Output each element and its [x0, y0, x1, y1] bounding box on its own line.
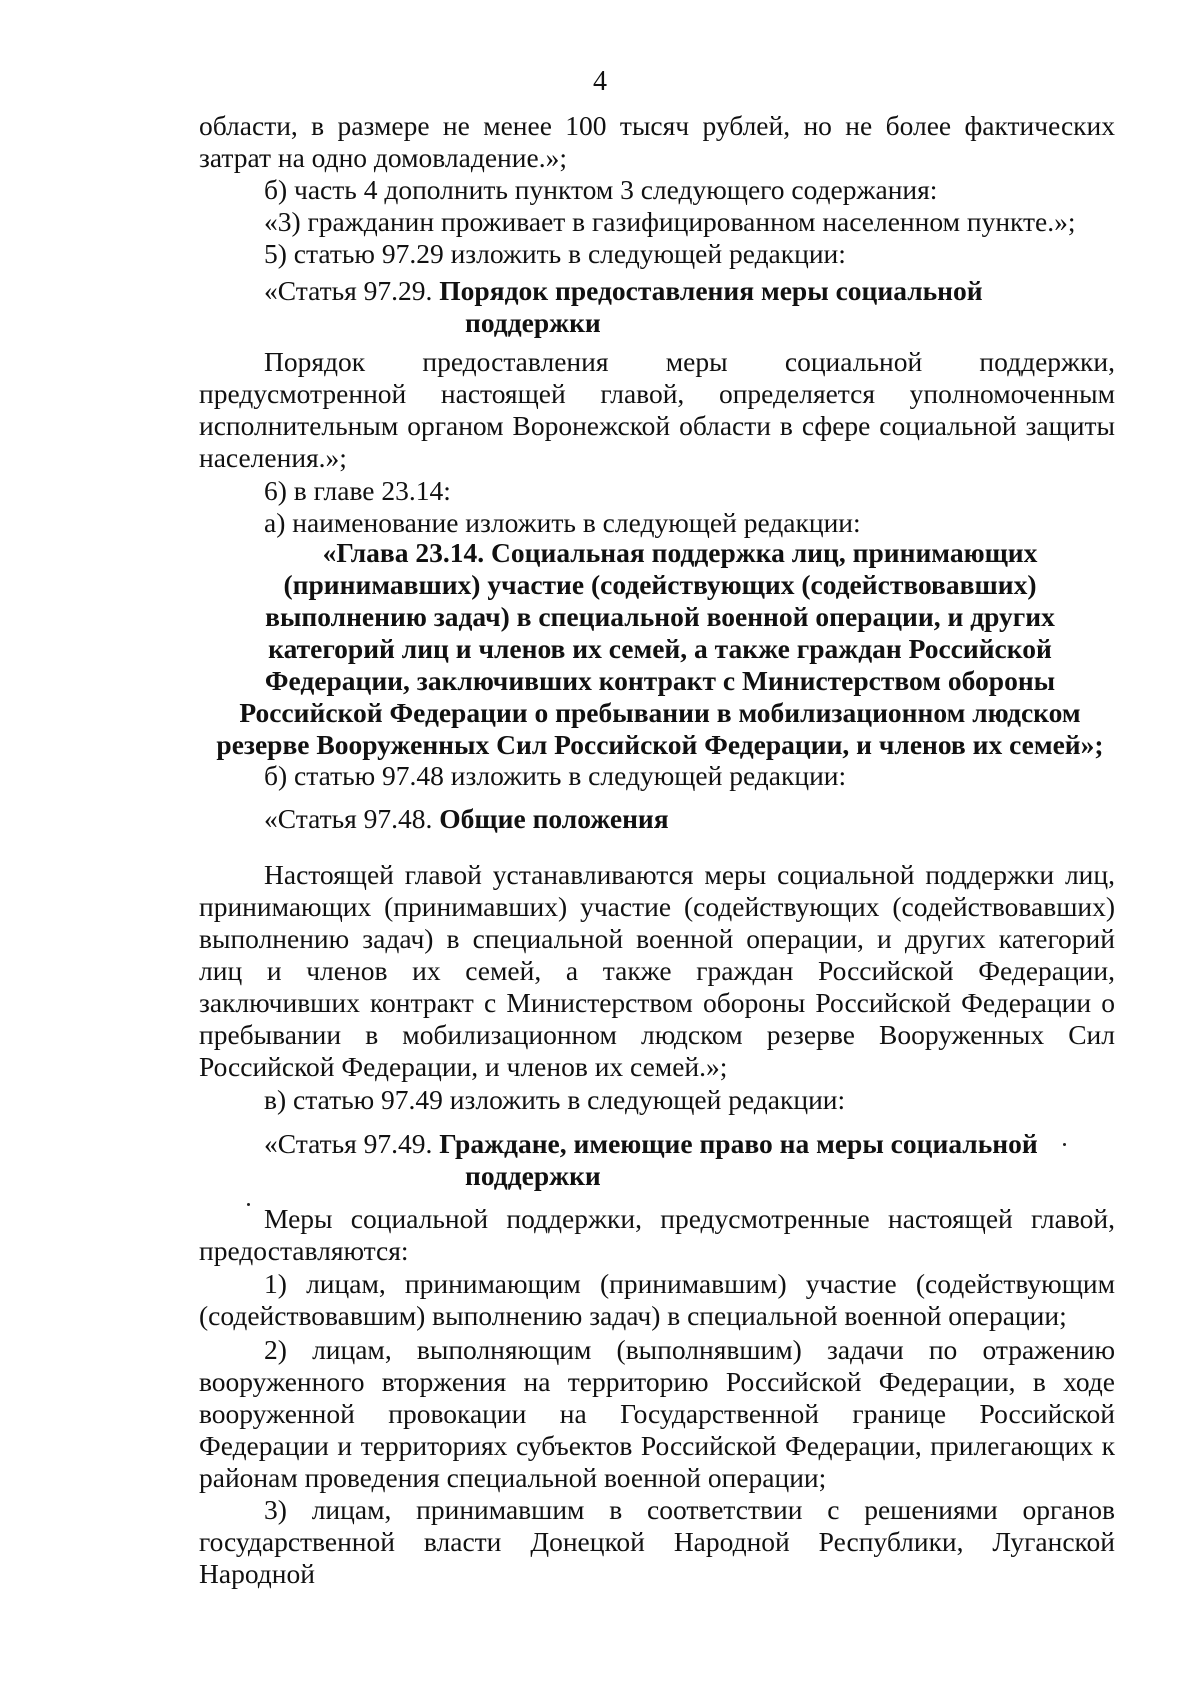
paragraph: «3) гражданин проживает в газифицированном населенном пункте.»; — [264, 206, 1076, 237]
paragraph: 1) лицам, принимающим (принимавшим) участие (содействующим (содействовавшим) выполнению задач) в специальной военной операции; — [199, 1268, 1115, 1331]
chapter-title-line: резерве Вооруженных Сил Российской Федерации, и членов их семей»; — [216, 729, 1104, 760]
paragraph: Меры социальной поддержки, предусмотренные настоящей главой, предоставляются: — [199, 1203, 1115, 1266]
text-p12 — [199, 1268, 1115, 1332]
article-heading-97-29 — [199, 275, 1115, 339]
paragraph: области, в размере не менее 100 тысяч рублей, но не более фактических затрат на одно домовладение.»; — [199, 110, 1115, 173]
article-heading — [199, 803, 1115, 835]
text-p11 — [199, 1203, 1115, 1267]
article-heading — [199, 275, 1115, 307]
article-title-line: поддержки — [465, 1160, 601, 1191]
paragraph: 2) лицам, выполняющим (выполнявшим) задачи по отражению вооруженного вторжения на территорию Российской Федерации, в ходе вооруженной провокации на Государственной границе Российской Федерации и территориях субъектов Российской Федерации, прилегающих к районам проведения специальной военной операции; — [199, 1334, 1115, 1493]
chapter-title-line: категорий лиц и членов их семей, а также граждан Российской — [268, 633, 1052, 664]
chapter-title-line: «Глава 23.14. Социальная поддержка лиц, принимающих — [322, 537, 1038, 568]
article-heading — [199, 1128, 1115, 1160]
paragraph: 3) лицам, принимавшим в соответствии с решениями органов государственной власти Донецкой Народной Республики, Луганской Народной — [199, 1494, 1115, 1589]
text-p14 — [199, 1494, 1115, 1590]
article-heading-97-48 — [199, 803, 1115, 835]
paragraph: а) наименование изложить в следующей редакции: — [264, 507, 861, 538]
chapter-title-line: Федерации, заключивших контракт с Министерством обороны — [264, 665, 1056, 696]
chapter-title — [190, 537, 1130, 761]
chapter-title-line: выполнению задач) в специальной военной операции, и других — [265, 601, 1055, 632]
article-title: Граждане, имеющие право на меры социальной — [439, 1128, 1038, 1159]
paragraph: Настоящей главой устанавливаются меры социальной поддержки лиц, принимающих (принимавших) участие (содействующих (содействовавших) выполнению задач) в специальной военной операции, и других категорий лиц и членов их семей, а также граждан Российской Федерации, заключивших контракт с Министерством обороны Российской Федерации о пребывании в мобилизационном людском резерве Вооруженных Сил Российской Федерации, и членов их семей.»; — [199, 859, 1115, 1082]
scan-speck — [1063, 1143, 1066, 1146]
text-p1 — [199, 110, 1115, 174]
text-p8 — [199, 760, 1115, 792]
text-p4 — [199, 238, 1115, 270]
article-title-line: поддержки — [465, 307, 601, 338]
paragraph: в) статью 97.49 изложить в следующей редакции: — [264, 1084, 846, 1115]
paragraph: б) статью 97.48 изложить в следующей редакции: — [264, 760, 847, 791]
page-number: 4 — [593, 66, 607, 97]
text-p10 — [199, 1084, 1115, 1116]
text-p2 — [199, 174, 1115, 206]
scan-speck — [247, 1203, 250, 1206]
article-heading-97-49 — [199, 1128, 1115, 1192]
text-p6 — [199, 475, 1115, 507]
text-p7 — [199, 507, 1115, 539]
article-title: Общие положения — [439, 803, 669, 834]
article-title-cont — [199, 1160, 1115, 1192]
text-p3 — [199, 206, 1115, 238]
text-p13 — [199, 1334, 1115, 1494]
article-title: Порядок предоставления меры социальной — [439, 275, 983, 306]
text-p9 — [199, 859, 1115, 1083]
chapter-title-line: Российской Федерации о пребывании в мобилизационном людском — [239, 697, 1081, 728]
chapter-title-line: (принимавших) участие (содействующих (содействовавших) — [283, 569, 1037, 600]
article-number: «Статья 97.29. — [264, 275, 433, 306]
article-number: «Статья 97.49. — [264, 1128, 433, 1159]
article-title-cont — [199, 307, 1115, 339]
text-p5 — [199, 346, 1115, 474]
article-number: «Статья 97.48. — [264, 803, 433, 834]
paragraph: б) часть 4 дополнить пунктом 3 следующего содержания: — [264, 174, 938, 205]
paragraph: Порядок предоставления меры социальной поддержки, предусмотренной настоящей главой, определяется уполномоченным исполнительным органом Воронежской области в сфере социальной защиты населения.»; — [199, 346, 1115, 473]
paragraph: 6) в главе 23.14: — [264, 475, 451, 506]
paragraph: 5) статью 97.29 изложить в следующей редакции: — [264, 238, 846, 269]
